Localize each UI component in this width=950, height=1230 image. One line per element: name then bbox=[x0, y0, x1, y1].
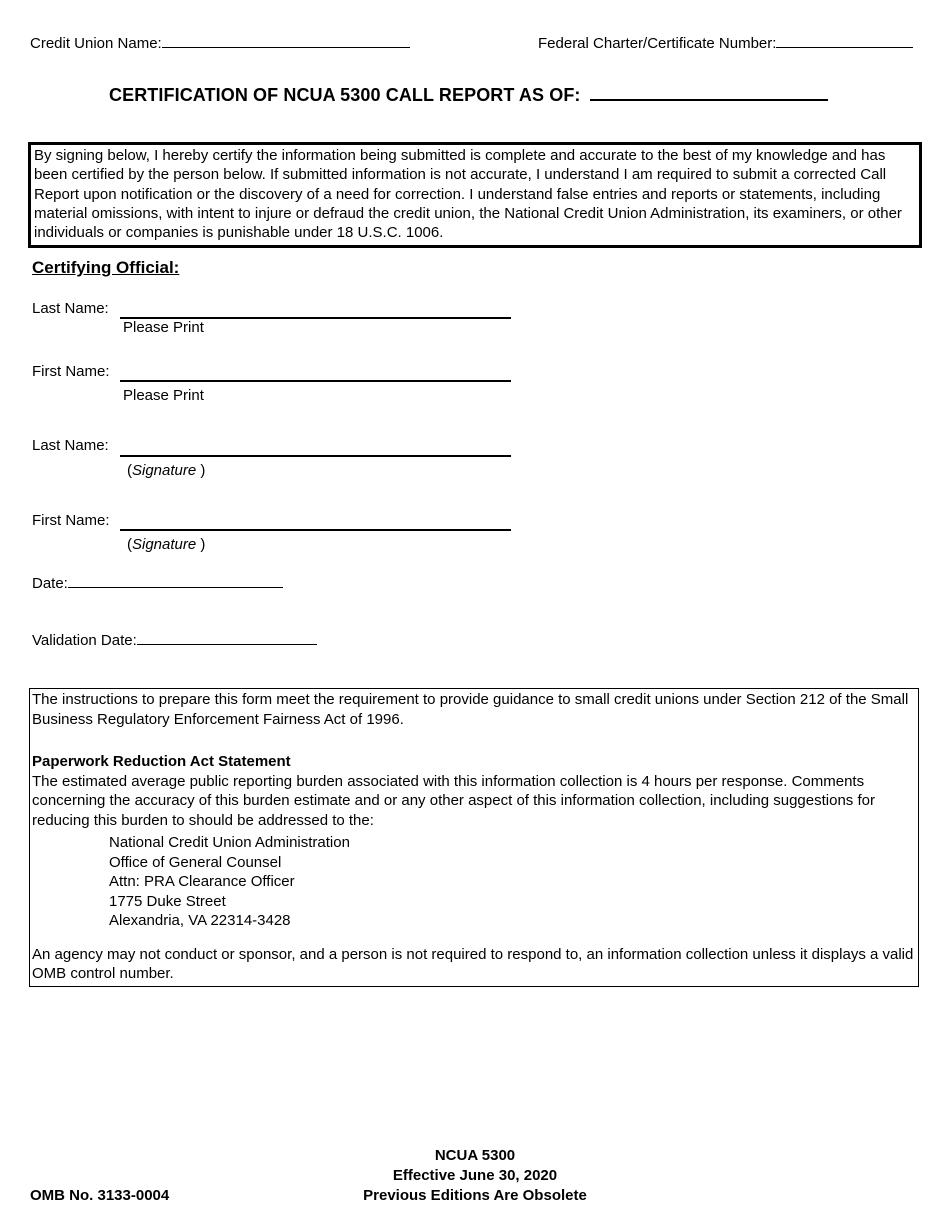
date-field[interactable] bbox=[32, 575, 283, 592]
last-name-print-hint: Please Print bbox=[123, 319, 204, 336]
first-name-signature-hint: (Signature ) bbox=[127, 536, 206, 553]
report-date-line[interactable] bbox=[590, 84, 828, 101]
last-name-signature-line[interactable] bbox=[120, 455, 511, 457]
address-line: Office of General Counsel bbox=[109, 853, 282, 871]
charter-number-label: Federal Charter/Certificate Number: bbox=[538, 35, 777, 52]
validation-date-label: Validation Date: bbox=[32, 632, 137, 649]
first-name-print-line[interactable] bbox=[120, 380, 511, 382]
certifying-official-heading: Certifying Official: bbox=[32, 258, 180, 277]
certification-statement-box bbox=[28, 142, 922, 248]
last-name-signature-hint: (Signature ) bbox=[127, 462, 206, 479]
first-name-signature-label: First Name: bbox=[32, 512, 110, 529]
title-text: CERTIFICATION OF NCUA 5300 CALL REPORT AS OF: bbox=[109, 85, 581, 105]
validation-date-field[interactable] bbox=[32, 632, 317, 649]
validation-date-line[interactable] bbox=[137, 632, 317, 645]
first-name-signature-line[interactable] bbox=[120, 529, 511, 531]
instructions-intro: The instructions to prepare this form meet the requirement to provide guidance to small credit unions under Section 212 of the Small Business Regulatory Enforcement Fairness Act of 1996. bbox=[32, 691, 909, 728]
last-name-print-label: Last Name: bbox=[32, 300, 109, 317]
address-line: 1775 Duke Street bbox=[109, 892, 226, 910]
certification-text: By signing below, I hereby certify the information being submitted is complete and accurate to the best of my knowledge and has been certified by the person below. If submitted information is not accurate, I understand I am required to submit a corrected Call Report upon notification or the discovery of a need for correction. I understand false entries and reports or statements, including material omissions, with intent to injure or defraud the credit union, the National Credit Union Administration, its examiners, or other individuals or companies is punishable under 18 U.S.C. 1006. bbox=[34, 147, 902, 242]
first-name-print-hint: Please Print bbox=[123, 387, 204, 404]
credit-union-name-line[interactable] bbox=[162, 35, 410, 48]
address-line: Attn: PRA Clearance Officer bbox=[109, 873, 295, 890]
pra-heading: Paperwork Reduction Act Statement bbox=[32, 753, 291, 770]
mailing-address bbox=[32, 833, 916, 931]
credit-union-name-field[interactable] bbox=[30, 35, 410, 52]
page-title bbox=[109, 84, 828, 106]
form-footer bbox=[300, 1146, 650, 1206]
omb-number: OMB No. 3133-0004 bbox=[30, 1187, 170, 1204]
date-line[interactable] bbox=[68, 575, 283, 588]
last-name-signature-label: Last Name: bbox=[32, 437, 109, 454]
address-line: National Credit Union Administration bbox=[109, 834, 350, 851]
charter-number-line[interactable] bbox=[776, 35, 913, 48]
form-name: NCUA 5300 bbox=[434, 1147, 516, 1164]
address-line: Alexandria, VA 22314-3428 bbox=[109, 912, 291, 929]
obsolete-notice: Previous Editions Are Obsolete bbox=[363, 1187, 587, 1204]
instructions-box bbox=[29, 688, 919, 987]
first-name-print-label: First Name: bbox=[32, 363, 110, 380]
effective-date: Effective June 30, 2020 bbox=[392, 1167, 558, 1184]
credit-union-name-label: Credit Union Name: bbox=[30, 35, 162, 52]
charter-number-field[interactable] bbox=[538, 35, 913, 52]
date-label: Date: bbox=[32, 575, 68, 592]
omb-closing-statement: An agency may not conduct or sponsor, and a person is not required to respond to, an information collection unless it displays a valid OMB control number. bbox=[32, 945, 914, 982]
pra-text: The estimated average public reporting burden associated with this information collection is 4 hours per response. Comments concerning the accuracy of this burden estimate and or any other aspect of this information collection, including suggestions for reducing this burden to should be addressed to the: bbox=[32, 772, 875, 829]
